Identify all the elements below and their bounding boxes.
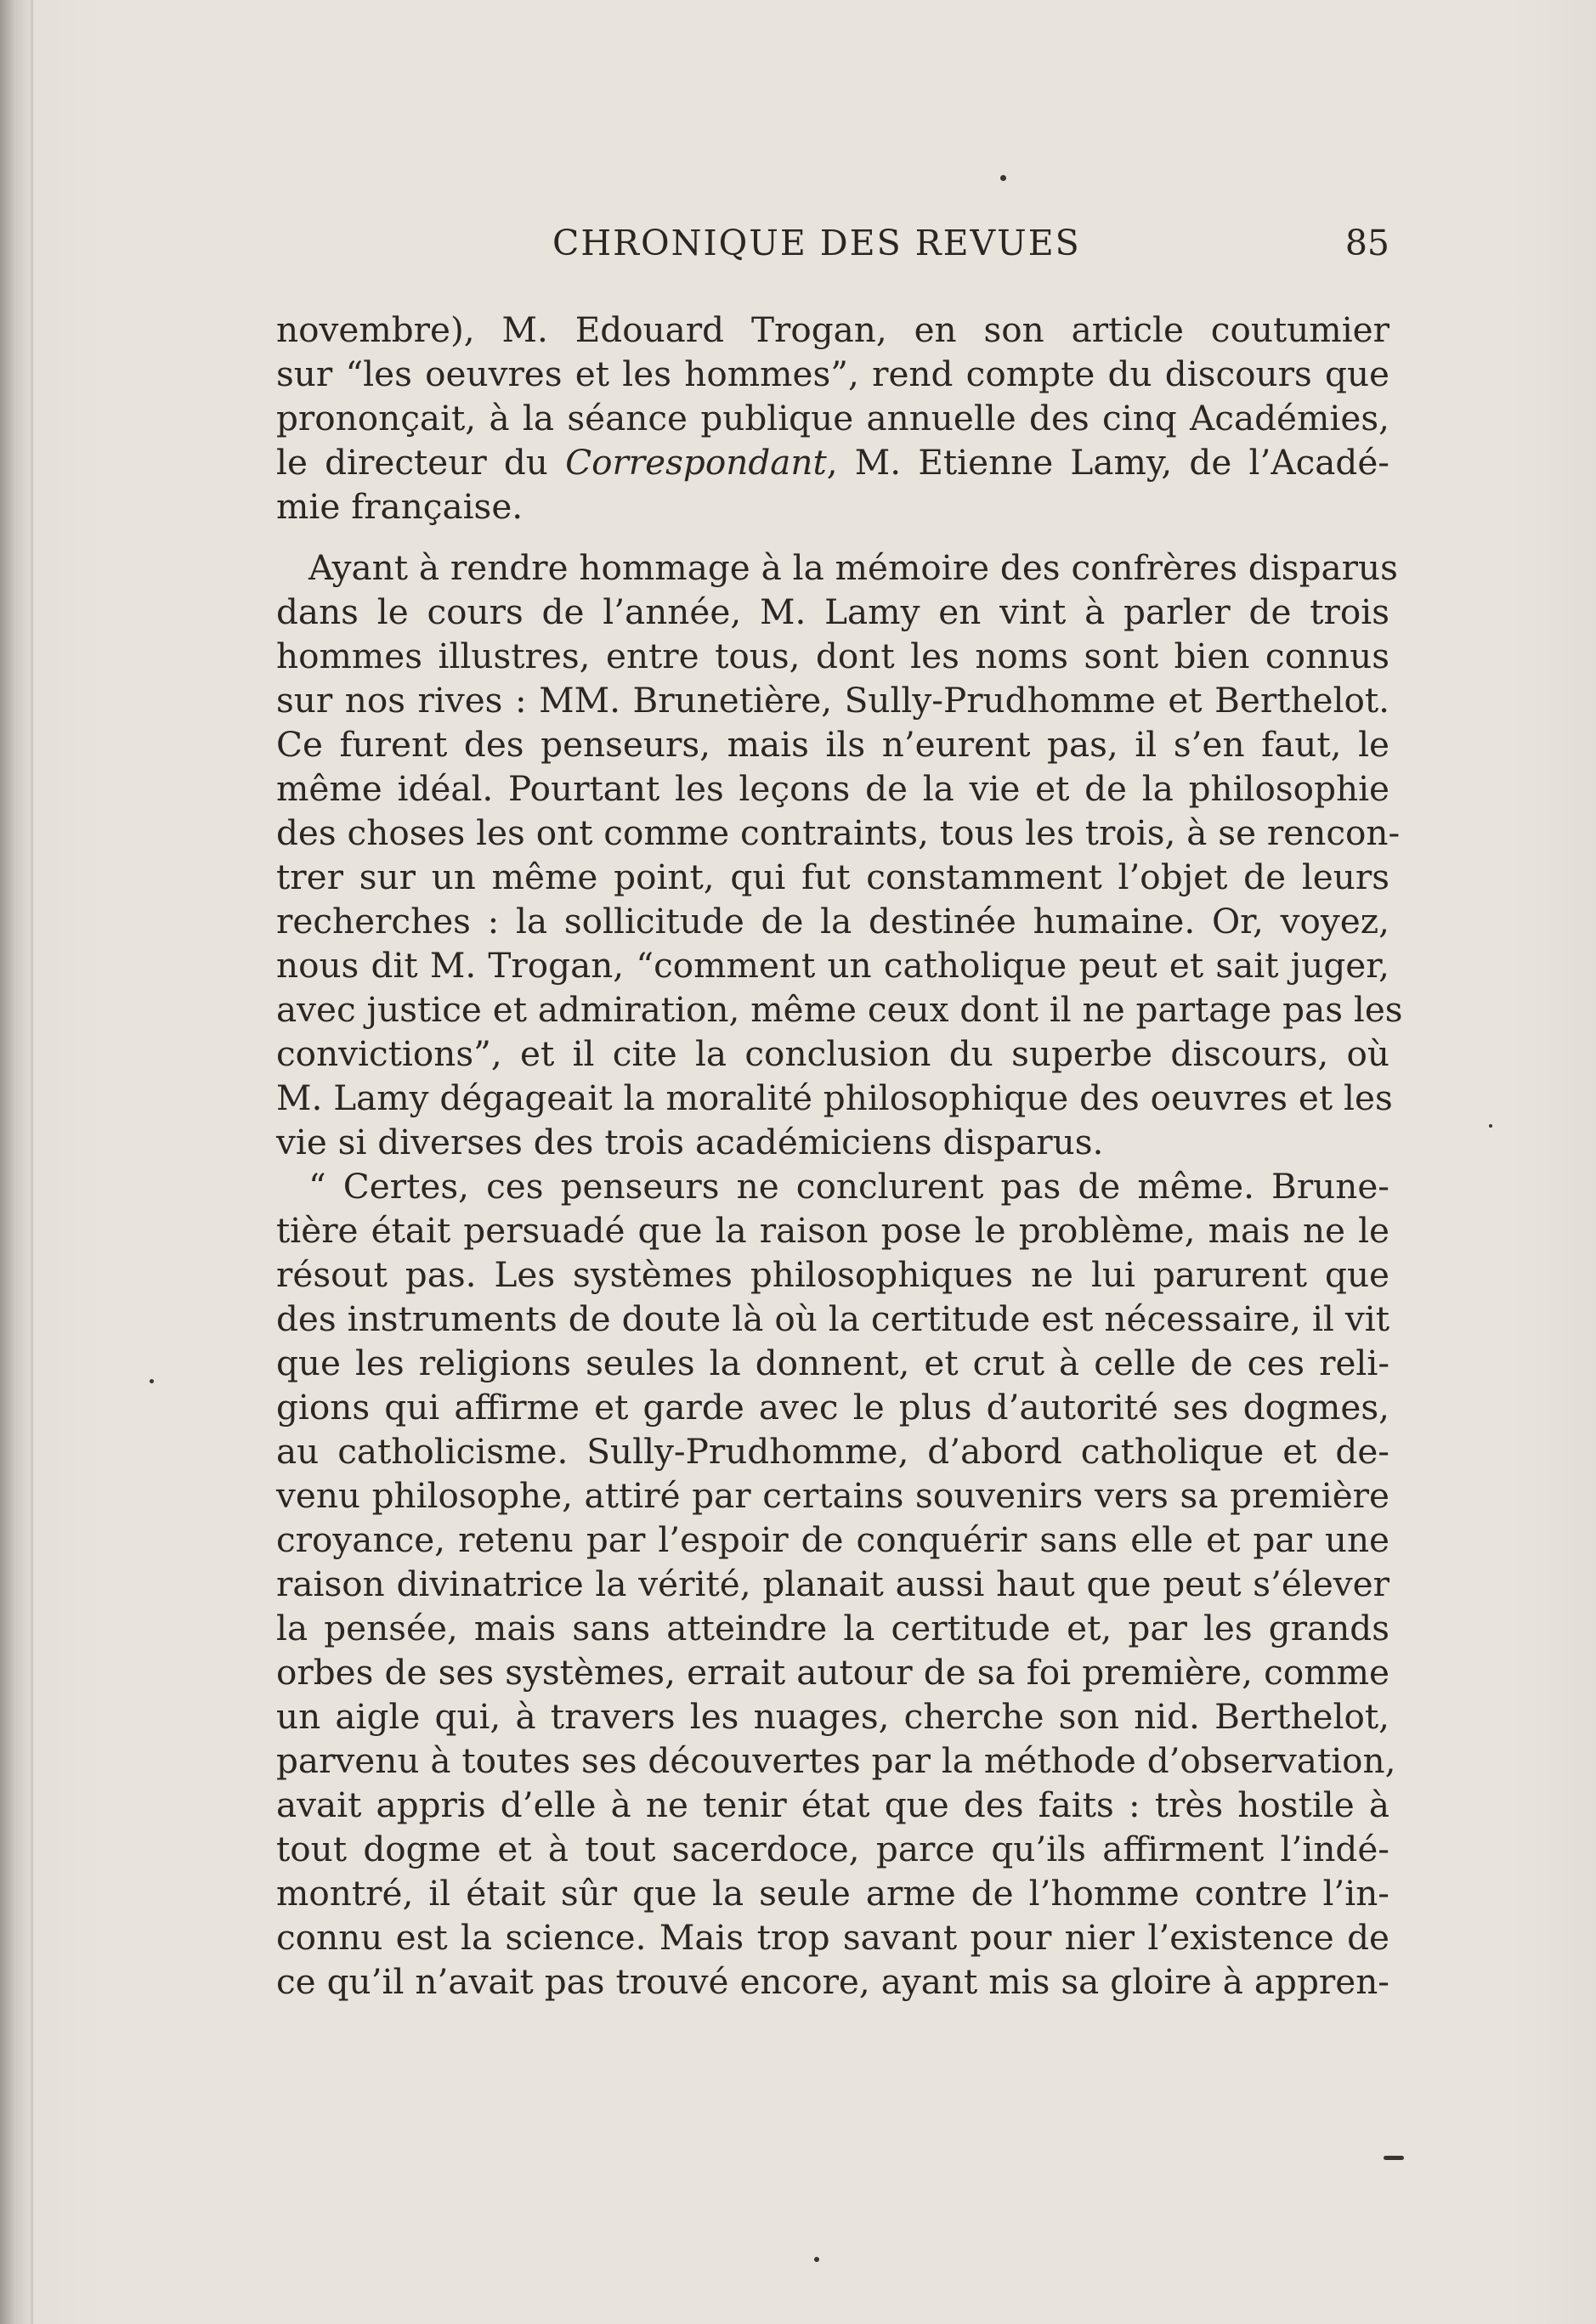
- scan-speck: [1384, 2156, 1404, 2160]
- text-line: tout dogme et à tout sacerdoce, parce qu’ils affirment l’indé-: [276, 1829, 1389, 1869]
- text-line: tière était persuadé que la raison pose le problème, mais ne le: [276, 1210, 1389, 1251]
- scan-speck: [814, 2257, 819, 2262]
- text-line: orbes de ses systèmes, errait autour de sa foi première, comme: [276, 1652, 1389, 1693]
- text-line-with-italic-title: le directeur du Correspondant, M. Etienne Lamy, de l’Acadé-: [276, 442, 1389, 483]
- page-number: 85: [1344, 223, 1389, 263]
- text-line: convictions”, et il cite la conclusion du superbe discours, où: [276, 1033, 1389, 1074]
- text-line: résout pas. Les systèmes philosophiques ne lui parurent que: [276, 1254, 1389, 1295]
- text-line: dans le cours de l’année, M. Lamy en vint à parler de trois: [276, 591, 1389, 632]
- text-line: hommes illustres, entre tous, dont les noms sont bien connus: [276, 636, 1389, 676]
- text-line: gions qui affirme et garde avec le plus d’autorité ses dogmes,: [276, 1387, 1389, 1428]
- text-line: parvenu à toutes ses découvertes par la méthode d’observation,: [276, 1740, 1396, 1781]
- text-line: au catholicisme. Sully-Prudhomme, d’abord catholique et de-: [276, 1431, 1389, 1472]
- text-line: mie française.: [276, 486, 524, 527]
- text-line: des instruments de doute là où la certitude est nécessaire, il vit: [276, 1298, 1389, 1339]
- running-title: CHRONIQUE DES REVUES: [552, 223, 1081, 263]
- text-line: trer sur un même point, qui fut constamment l’objet de leurs: [276, 857, 1389, 897]
- scan-speck: [1000, 175, 1006, 181]
- text-line: connu est la science. Mais trop savant pour nier l’existence de: [276, 1917, 1389, 1958]
- binding-gutter: [31, 0, 33, 2324]
- text-line: Ce furent des penseurs, mais ils n’eurent pas, il s’en faut, le: [276, 724, 1389, 765]
- text-line: sur “les oeuvres et les hommes”, rend compte du discours que: [276, 353, 1389, 394]
- text-line: que les religions seules la donnent, et crut à celle de ces reli-: [276, 1343, 1389, 1383]
- text-line: ce qu’il n’avait pas trouvé encore, ayant mis sa gloire à appren-: [276, 1961, 1389, 2002]
- text-line: novembre), M. Edouard Trogan, en son article coutumier: [276, 309, 1389, 350]
- text-line: vie si diverses des trois académiciens disparus.: [276, 1122, 1104, 1162]
- body-text: [276, 308, 1403, 2004]
- text-line: croyance, retenu par l’espoir de conquérir sans elle et par une: [276, 1519, 1389, 1560]
- text-line: avait appris d’elle à ne tenir état que des faits : très hostile à: [276, 1784, 1389, 1825]
- page-header: [0, 223, 1389, 274]
- text-line: M. Lamy dégageait la moralité philosophique des oeuvres et les: [276, 1077, 1393, 1118]
- paragraph-1: [276, 308, 1389, 529]
- text-line: prononçait, à la séance publique annuelle des cinq Académies,: [276, 398, 1389, 438]
- text-line: la pensée, mais sans atteindre la certitude et, par les grands: [276, 1608, 1389, 1648]
- text-line: venu philosophe, attiré par certains souvenirs vers sa première: [276, 1475, 1389, 1516]
- text-line: raison divinatrice la vérité, planait aussi haut que peut s’élever: [276, 1563, 1389, 1604]
- text-line: nous dit M. Trogan, “comment un catholique peut et sait juger,: [276, 945, 1389, 986]
- text-line: avec justice et admiration, même ceux dont il ne partage pas les: [276, 989, 1403, 1030]
- text-line: “ Certes, ces penseurs ne conclurent pas de même. Brune-: [308, 1166, 1389, 1207]
- paragraph-2: [276, 546, 1403, 1164]
- paragraph-3-quotation: [276, 1164, 1396, 2004]
- text-line: montré, il était sûr que la seule arme de l’homme contre l’in-: [276, 1873, 1389, 1914]
- scan-speck: [150, 1379, 154, 1383]
- text-line: un aigle qui, à travers les nuages, cherche son nid. Berthelot,: [276, 1696, 1389, 1737]
- text-line: recherches : la sollicitude de la destinée humaine. Or, voyez,: [276, 901, 1389, 941]
- journal-title: Correspondant: [565, 442, 827, 483]
- text-line: sur nos rives : MM. Brunetière, Sully-Prudhomme et Berthelot.: [276, 680, 1389, 721]
- text-line: Ayant à rendre hommage à la mémoire des confrères disparus: [308, 547, 1398, 588]
- text-line: des choses les ont comme contraints, tous les trois, à se rencon-: [276, 812, 1401, 853]
- text-line: même idéal. Pourtant les leçons de la vie et de la philosophie: [276, 768, 1389, 809]
- scan-speck: [1489, 1124, 1492, 1128]
